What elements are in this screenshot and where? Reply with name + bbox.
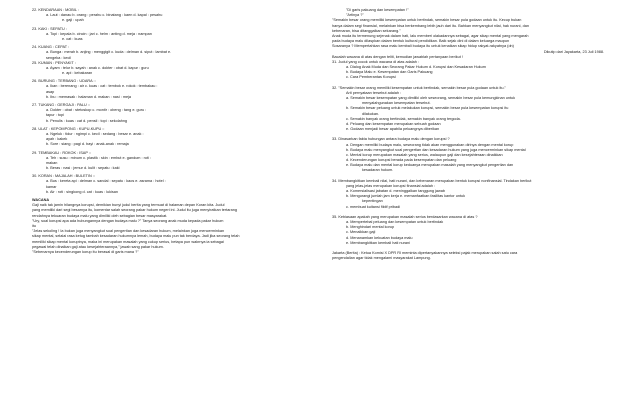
paragraph-line: "Jelas sekoling ! Ia bukan juga menyangkut soal pengertian dan kesadaran hukum, melainkan juga mencerminkan: [32, 229, 225, 234]
options-row: a. Dokter : obat : stetoskop c. montir : obeng : tang e. guru :: [46, 108, 147, 113]
option-line: menyalahgunakan kesempatan tersebut.: [362, 101, 431, 106]
option-line: b. Budaya malu menyangkut soal pengertian dan kesadaran hukum yang juga mencerminkan sikap mental: [346, 147, 526, 152]
paragraph-line: "Semakin besar orang memiliki kesempatan untuk bertindak, semakin besar pula godaan untuk itu. Kecup bukan: [332, 18, 522, 23]
option-line: c. membuat kuitansi fiktif pribadi: [346, 204, 401, 209]
options-row: makan: [46, 160, 58, 165]
question-32: [332, 86, 604, 133]
paragraph-line: "Di garis pakuang dan kesempatan !": [346, 8, 409, 12]
option-line: c. Semakin banyak orang bertindak, semakin banyak orang tergoda.: [346, 116, 461, 121]
paragraph-line: memiliki sikap mental koruptnya, maka ini merupakan masalah yang cukup serius, betapa pun wakrnya ia sebagai: [32, 239, 224, 244]
question-stem: 23. KAKI : SEPATU :: [32, 26, 67, 31]
question-stem: 31. Judul yang cocok untuk wacana di atas adalah :: [332, 59, 419, 64]
option-line: a. Dialog Anak Muda dan Seorang Pakar Hukum d. Korupsi dan Kesadaran Hukum: [346, 65, 486, 70]
left-column: [32, 8, 304, 255]
options-row: b. Ibu : memasak : halaman d. makan : nasi : meja: [46, 94, 132, 99]
paragraph-line: yang memiliki dari segi besarnya itu, komentar salah seorang pakar hukum negeri ini. Judul itu juga menyiratkan tertarang: [32, 208, 237, 213]
options-row: e. api : kebakaran: [62, 71, 93, 76]
options-row: b. Penulis : kuas : cat d. pensil : topi : sekolahng: [46, 118, 128, 123]
paragraph-line: hanya dalam segi finansial, melainkan bisa berkembang lebih jauh dari itu. Bahkan menyangkut nilai, hak nurani, dan: [332, 23, 529, 28]
option-line: b. Menghindari mental korup: [346, 225, 395, 230]
question-stem: 29. TEMBAKAU : ROKOK : ISAP ::: [32, 150, 91, 155]
options-row: kamar: [46, 184, 57, 189]
options-row: a. Ikan : berenang : air c. kuas : cat : tembok e. rokok : tembakau :: [46, 84, 158, 89]
paragraph-line: Gaji naik tak jamin hilangnya korupsi, demikian bunyi judul berita yang termuat di halaman depan Koran kita. Judul: [32, 203, 225, 208]
question-stem: 28. ULAT : KEPOMPONG : KUPU-KUPU ::: [32, 126, 105, 131]
options-row: a. Bunga : merah b. anjing : menggigit c. kuda : delman d. siput : lambat e.: [46, 50, 172, 55]
question-33: [332, 137, 604, 173]
option-line: c. Mental korup merupakan masalah yang serius, walaupun gaji dan kesejahteraan dinaikkan: [346, 152, 503, 157]
option-line: c. Menaikkan gaji: [346, 230, 376, 235]
option-line: a. Semakin besar kesempatan yang dimiliki oleh seseorang, semakin besar pula kemungkinan untuk: [346, 96, 516, 100]
paragraph-line: "Sebenarnya kecenderungan korup itu berasal di garis mana ?": [32, 249, 139, 254]
question-stem: 24. KUANG : CEPAT :: [32, 45, 70, 50]
option-line: e. Budaya malu dan mental korup keduanya merupakan masalah yang menyangkut pengertian dan: [346, 163, 514, 168]
options-row: e. gaji : upah: [62, 18, 84, 23]
options-row: a. Bus : kereta api : delman c. sandal : sepatu : kaos e. asrama : hotel :: [46, 179, 166, 184]
instruction-text: Bacalah wacana di atas dengan teliti, kemudian jawablah pertanyaan berikut !: [332, 54, 463, 59]
options-row: b. Beras : nasi : jemur d. kulit : sepatu : kaki: [46, 166, 120, 171]
option-line: e. Membangkitkan kembali hati nurani: [346, 240, 410, 245]
paragraph-line: "Artinya ?": [346, 13, 364, 18]
question-stem: 26. BURUNG : TERBANG : UDARA ::: [32, 79, 96, 84]
question-28: [32, 127, 304, 148]
question-stem: 25. KUMAN : PENYAKIT :: [32, 60, 76, 65]
options-row: a. Teh : susu : minum c. plastik : skin : embut e. gandum : roti :: [46, 155, 152, 160]
option-line: d. Peluang dan kesempatan merupakan sebuah godaan: [346, 121, 441, 126]
options-row: a. Ngeluk : tidur : ngimpi c. kecil : sedang : besar e. anak :: [46, 131, 144, 136]
question-29: [32, 151, 304, 172]
question-22: [32, 8, 304, 24]
option-line: d. Menanamkan kekuatan budaya malu: [346, 235, 413, 240]
options-row: b. Sore : siang : pagi d. bayi : anak-anak : remaja: [46, 142, 129, 147]
right-column: [332, 8, 604, 261]
option-line: b. Semakin besar peluang untuk melakukan korupsi, semakin besar pula kesempatan korupsi itu: [346, 106, 509, 111]
option-line: b. Budaya Malu e. Kesempatan dan Garis Pakuang: [346, 70, 433, 75]
paragraph-line: Sosaranya ? Mempertahkan rasa malu kembali budaya itu untuk kenaikan sikap hidup rakyat-rakyatnya (dn): [332, 44, 514, 49]
options-row: asap: [46, 89, 55, 94]
question-stem: 27. TUKANG : GERGAJI : PALU ::: [32, 103, 90, 107]
options-row: a. Laut : danau b. orang : perahu c. binatang : kaen d. kapal : pesahu: [46, 13, 163, 18]
options-row: tapur : topi: [46, 113, 64, 118]
source-citation: Dikutip dari Jayakarta, 23 Juli 1988.: [543, 49, 604, 54]
question-stem: 34. Membangkitkan kembali nilai, hati nurani, dan kebenaran merupakan bentuk korupsi nonfinansial. Tindakan berikut: [332, 178, 532, 183]
question-30: [32, 174, 304, 195]
wacana-title: WACANA: [32, 198, 50, 202]
option-line: a. Dengan memiliki budaya malu, seseorang tidak akan menggunakan dirinya dengan mental korup: [346, 142, 514, 147]
option-line: b. Mengurangi jumlah jam kerja e. memanfaatkan fasilitas kantor untuk: [346, 194, 466, 199]
question-23: [32, 27, 304, 43]
question-stem: yang jelas-jelas merupakan korupsi finansial adalah :: [346, 183, 436, 188]
question-27: [32, 103, 304, 124]
paragraph-line: kebenaran, bisa ditanggalkan sekarang.": [332, 28, 401, 33]
paragraph-line: Anak muda itu termenung sejenak dalam hati, lalu memberi olakadannya sebagai, agar sikap mental yang mengarah: [332, 33, 529, 38]
paragraph-line: pegawai telah dinaikan gaji atau kesejahteraannya," jawab sang pakar hukum.: [32, 244, 164, 249]
options-row: e. cat : kuas: [62, 36, 83, 41]
options-row: b. Air : roti : singkong d. cat : kuas : lukisan: [46, 189, 118, 194]
options-row: a. Ayam : telur b. sayah : anak c. dokter : obat d. kapur : guru: [46, 65, 149, 70]
option-line: d. Kecenderungan korupsi berada pada kesempatan dan peluang: [346, 158, 457, 163]
question-26: [32, 79, 304, 100]
question-24: [32, 45, 304, 61]
closing-paragraph: [332, 251, 604, 261]
question-31: [332, 60, 604, 81]
options-row: a. Topi : kepala b. cincin : jari c. helm : anting d. meja : nampan: [46, 31, 152, 36]
paragraph-line: pada budaya malu dilaspkan dalam bentuk kultural pendidikan. Baik sejak dini di dalam keluarga maupun: [332, 39, 510, 44]
question-stem: 33. Dinasarkan fakta hubungan antara budaya malu dengan korupsi ?: [332, 137, 450, 142]
paragraph-line: pengendalian agar tidak mengalami masyarakat Lampung.: [332, 256, 431, 261]
question-25: [32, 61, 304, 77]
paragraph-line: sikap mental, selalai rasa ketug tambah kesadaran hukumnya lemah, budaya malu pun tak berdaya. Jadi jika seorang telah: [32, 234, 240, 239]
wacana-section: [32, 198, 304, 255]
question-stem: 30. KORAN : MAJALAH : BULETIN ::: [32, 174, 95, 179]
wacana-continued: [332, 8, 604, 55]
question-stem: 35. Kebiasaan apakah yang merupakan masalah serius berdasarkan wacana di atas ?: [332, 214, 478, 219]
question-stem: 32. "Semakin besar orang memiliki kesempatan untuk bertindak, semakin besar pula godaan untuk itu.": [332, 85, 506, 90]
paragraph-line: "Ury, soal korupsi apa ada hubungannya dengan budaya malu ?" Tanya seorang anak muda kepada pakar hukum: [32, 218, 224, 223]
question-34: [332, 179, 604, 210]
paragraph-line: rendahnya tekuaran budaya malu yang dimiliki oleh sebagian besar masyarakat.: [32, 213, 168, 218]
option-line: e. Godaan menjadi besar apabila peluangnya diberikan: [346, 127, 440, 132]
option-line: c. Cara Pemberantas Korupsi: [346, 75, 396, 80]
option-line: a. Komersialisasi jabatan d. meninggalkan tanggung jawab: [346, 189, 445, 193]
paragraph-line: Jakarta (Berita) : Ketua Komisi X DPR RI meminta dipertanyakannya seleksi pajak merupakan salah satu cara: [332, 250, 518, 255]
option-line: dilakukan.: [362, 111, 380, 116]
options-row: ayah : kakek: [46, 137, 68, 142]
options-row: sengeka : kecil: [46, 55, 72, 60]
option-line: a. Mempertebal peluang dan kesempatan untuk bertindak: [346, 219, 444, 224]
question-35: [332, 215, 604, 246]
question-stem: 22. KENDARAAN : MOBIL :: [32, 8, 79, 12]
question-stem: Arti pernyataan tersebut adalah :: [346, 90, 402, 95]
option-line: kesadaran hukum.: [362, 168, 394, 173]
option-line: kepentingan: [362, 199, 383, 204]
paragraph-line: itu: [32, 223, 37, 228]
